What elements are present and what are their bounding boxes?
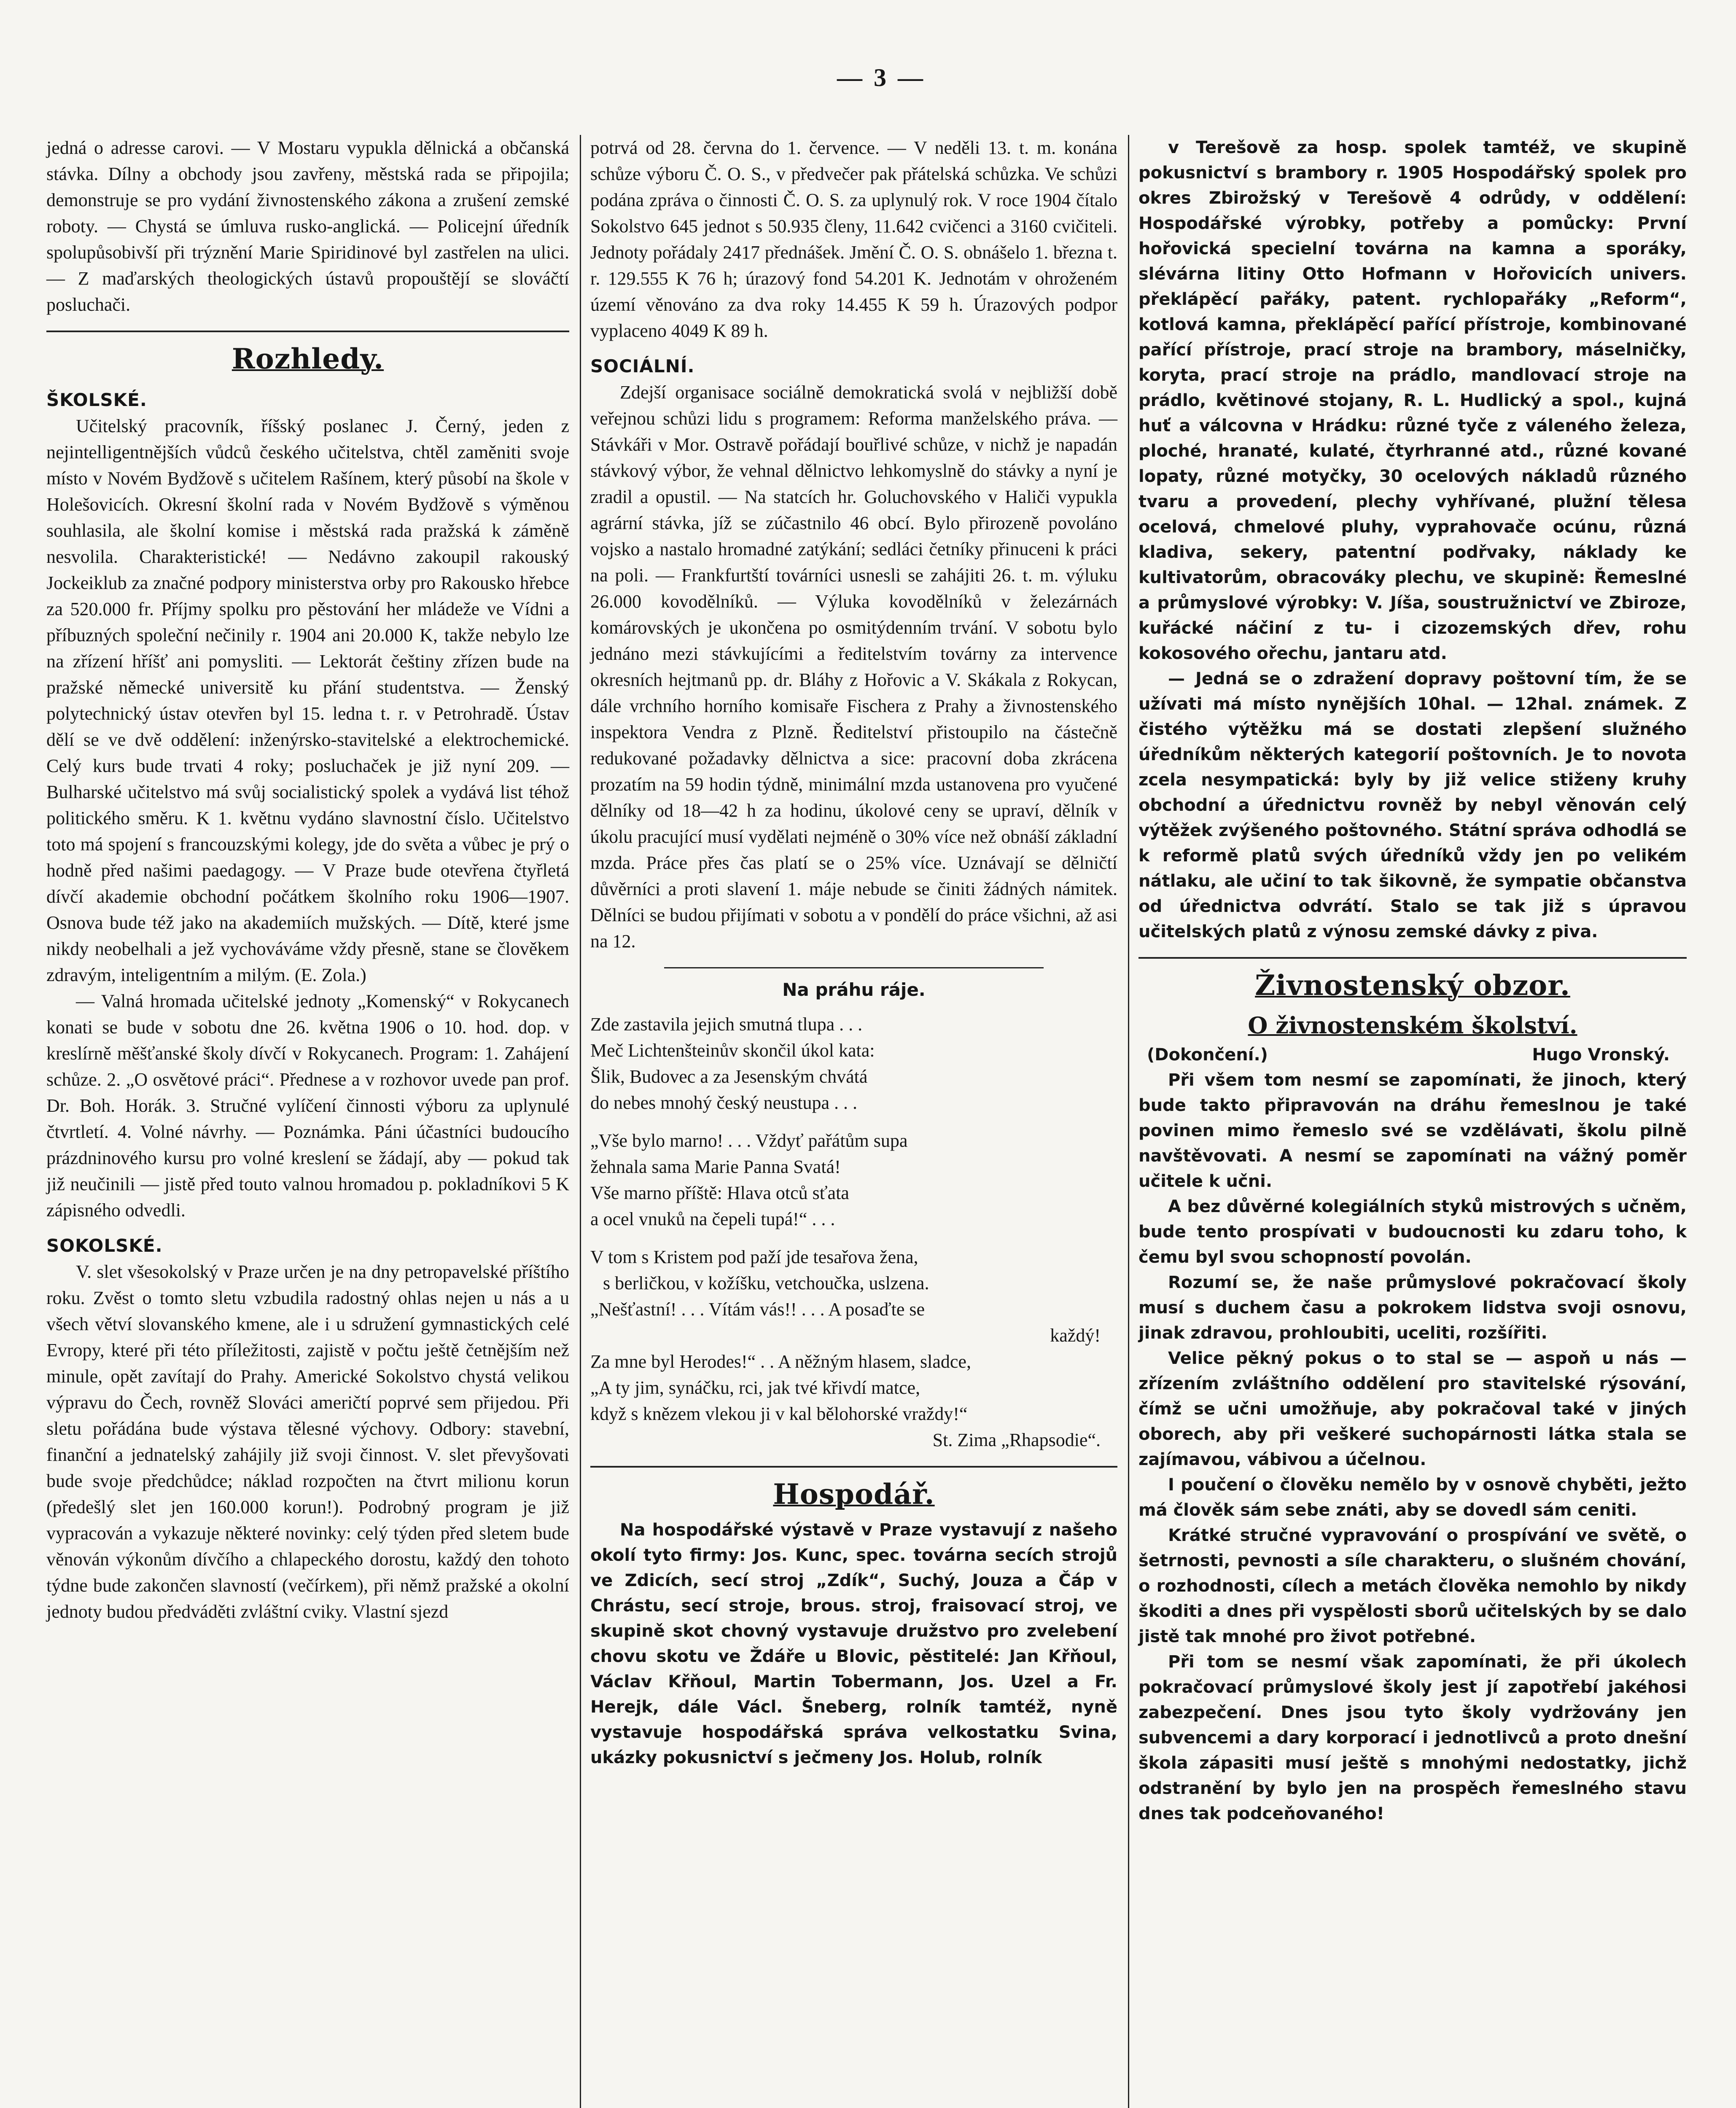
section-heading-zivnostensky-obzor: Živnostenský obzor. (1255, 969, 1570, 1002)
poem-title: Na práhu ráje. (782, 979, 926, 1000)
author-name: Hugo Vronský. (1532, 1045, 1670, 1065)
article-paragraph: I poučení o člověku nemělo by v osnově chyběti, ježto má člověk sám sebe znáti, aby se dovedl sám ceniti. (1138, 1475, 1687, 1520)
poem-line: Meč Lichtenšteinův skončil úkol kata: (590, 1040, 875, 1061)
poem-line: Zde zastavila jejich smutná tlupa . . . (590, 1014, 863, 1035)
section-heading-hospodar: Hospodář. (773, 1478, 935, 1511)
article-paragraph: Učitelský pracovník, říšský poslanec J. Černý, jeden z nejintelligentnějších vůdců českého učitelstva, chtěl zaměniti svoje místo v Novém Bydžově s učitelem Rašínem, který působí na škole v Holešovicích. Okresní školní rada v Novém Bydžově s výměnou souhlasila, ale školní komise i městská rada pražská k záměně nesvolila. Charakteristické! — Nedávno zakoupil rakouský Jockeiklub za značné podpory ministerstva orby pro Rakousko hřebce za 520.000 fr. Příjmy spolku pro pěstování her mládeže ve Vídni a příbuzných společní nečinily r. 1904 ani 20.000 K, takže nebylo lze na zřízení hříšť ani pomysliti. — Lektorát češtiny zřízen bude na pražské německé universitě ku přání studentstva. — Ženský polytechnický ústav otevřen byl 15. ledna t. r. v Petrohradě. Ústav dělí se ve dvě oddělení: inženýrsko-stavitelské a elektrochemické. Celý kurs bude trvati 4 roky; posluchaček je již nyní 209. — Bulharské učitelstvo má svůj socialistický spolek a vydává list téhož politického směru. K 1. květnu vydáno slavnostní číslo. Učitelstvo toto má spojení s francouzskými kolegy, jde do světa a vůbec je prý o hodně před našimi paedagogy. — V Praze bude otevřena čtyřletá dívčí akademie obchodní počátkem školního roku 1906—1907. Osnova bude též jako na akademiích mužských. — Dítě, které jsme nikdy neobelhali a jež vychováváme vždy přesně, stane se člověkem zdravým, inteligentním a milým. (E. Zola.) (46, 416, 569, 985)
poem-stanza (590, 1349, 1117, 1427)
section-heading-rozhledy: Rozhledy. (231, 342, 384, 375)
article-paragraph: — Jedná se o zdražení dopravy poštovní tím, že se užívati má místo nynějších 10hal. — 12hal. známek. Z čistého výtěžku má se dostati zlepšení služného úředníkům některých kategorií poštovních. Je to novota zcela nesympatická: byly by již velice stiženy kruhy obchodní a úřednictvu rovněž by nebyl věnován celý výtěžek zvýšeného poštovného. Státní správa odhodlá se k reformě platů svých úředníků vždy jen po velikém nátlaku, ale učiní to tak šikovně, že sympatie občanstva od úřednictva odvrátí. Stalo se tak již s úpravou učitelských platů z výnosu zemské dávky z piva. (1138, 669, 1687, 941)
article-paragraph: Zdejší organisace sociálně demokratická svolá v nejbližší době veřejnou schůzi lidu s programem: Reforma manželského práva. — Stávkáři v Mor. Ostravě pořádají bouřlivé schůze, v nichž je napadán stávkový výbor, že vehnal dělnictvo lehkomyslně do stávky a nyní je zradil a opustil. — Na statcích hr. Goluchovského v Haliči vypukla agrární stávka, jíž se zúčastnilo 46 obcí. Bylo přirozeně povoláno vojsko a nastalo hromadné zatýkání; sedláci četníky přinuceni k práci na poli. — Frankfurtští továrníci usnesli se zahájiti 26. t. m. výluku 26.000 kovodělníků. — Výluka kovodělníků v železárnách komárovských je ukončena po osmitýdenním trvání. V sobotu bylo jednáno mezi stávkujícími a ředitelstvím továrny za intervence okresních hejtmanů pp. dr. Bláhy z Hořovic a V. Skákala z Rokycan, dále vrchního horního komisaře Fischera z Prahy a živnostenského inspektora Vendra z Plzně. Ředitelství přistoupilo na částečně redukované požadavky dělnictva a sice: pracovní doba zkrácena prozatím na 59 hodin týdně, minimální mzda ustanovena pro vyučené dělníky od 18—42 h za hodinu, úkolové ceny se upraví, dělník v úkolu pracující musí vydělati nejméně o 30% více než obnáší základní mzda. Práce přes čas platí se o 25% více. Uznávají se dělničtí důvěrníci a proti slavení 1. máje nebude se činiti žádných námitek. Dělníci se budou přijímati v sobotu a v pondělí do práce všichni, až asi na 12. (590, 382, 1117, 952)
article-paragraph: — Valná hromada učitelské jednoty „Komenský“ v Rokycanech konati se bude v sobotu dne 26. května 1906 o 10. hod. dop. v kreslírně měšťanské školy dívčí v Rokycanech. Program: 1. Zahájení schůze. 2. „O osvětové práci“. Přednese a v rozhovor uvede pan prof. Dr. Boh. Horák. 3. Stručné vylíčení činnosti výboru za uplynulé čtvrtletí. 4. Volné návrhy. — Poznámka. Páni účastníci budoucího prázdninového kursu pro volné kreslení se žádají, aby — pokud tak již neučinili — jistě před touto valnou hromadou p. pokladníkovi 5 K zápisného odvedli. (46, 991, 569, 1221)
column-2 (590, 135, 1117, 1770)
column-3 (1138, 135, 1687, 1826)
poem-line: Za mne byl Herodes!“ . . A něžným hlasem, sladce, (590, 1351, 971, 1372)
section-divider (46, 331, 569, 332)
article-paragraph: Rozumí se, že naše průmyslové pokračovací školy musí s duchem času a pokrokem lidstva svoji osnovu, jinak zdravou, prohloubiti, uceliti, rozšířiti. (1138, 1273, 1687, 1343)
news-continuation: jedná o adresse carovi. — V Mostaru vypukla dělnická a občanská stávka. Dílny a obchody jsou zavřeny, městská rada se připojila; demonstruje se pro vydání živnostenského zákona a zrušení zemské roboty. — Chystá se úmluva rusko-anglická. — Policejní úředník spolupůsobivší při trýznění Marie Spiridinové byl zastřelen na ulici. — Z maďarských theologických ústavů propouštějí se slováčtí posluchači. (46, 137, 569, 315)
poem-line: s berličkou, v kožíšku, vetchoučka, uslzena. (603, 1273, 929, 1293)
poem-line: „A ty jim, synáčku, rci, jak tvé křivdí matce, (590, 1377, 920, 1398)
article-paragraph: Krátké stručné vypravování o prospívání ve světě, o šetrnosti, pevnosti a síle charakteru, o slušném chování, o rozhodnosti, cílech a metách člověka nemohlo by nikdy škoditi a dnes při vyspělosti sborů učitelských by se dalo jistě tak mnohé pro život potřebné. (1138, 1526, 1687, 1646)
article-title: O živnostenském školství. (1248, 1012, 1577, 1039)
article-paragraph: A bez důvěrné kolegiálních styků mistrových s učněm, bude tento prospívati v budoucnosti ku zdaru toho, k čemu byl svou schopností povolán. (1138, 1197, 1687, 1267)
column-1 (46, 135, 569, 1625)
section-divider (664, 967, 1044, 968)
continuation-note: (Dokončení.) (1147, 1045, 1268, 1065)
poem-line: každý! (1050, 1325, 1101, 1346)
poem-stanza (590, 1011, 1117, 1116)
article-byline (1138, 1042, 1687, 1067)
section-divider (1138, 957, 1687, 959)
article-paragraph: Velice pěkný pokus o to stal se — aspoň u nás — zřízením zvláštního oddělení pro stavitelské rýsování, čímž se učni umožňuje, aby pokračoval také v jiných oborech, aby při veškeré suchopárnosti látka stala se zajímavou, vábivou a účelnou. (1138, 1349, 1687, 1469)
article-paragraph: V. slet všesokolský v Praze určen je na dny petropavelské příštího roku. Zvěst o tomto sletu vzbudila radostný ohlas nejen u nás a u všech větví slovanského kmene, ale i u sdružení gymnastických celé Evropy, které při této příležitosti, zajistě v počtu ještě četnějším než minule, opět zavítají do Prahy. Americké Sokolstvo chystá velikou výpravu do Čech, rovněž Slováci američtí poprvé sem přijedou. Při sletu pořádána bude výstava tělesné výchovy. Odbory: stavební, finanční a jednatelský zahájily již svoji činnost. V. slet převyšovati bude svoje předchůdce; náklad rozpočten na čtvrt milionu korun (předešlý slet jen 160.000 korun!). Podrobný program je již vypracován a vykazuje některé novinky: celý týden před sletem bude věnován výkonům dívčího a chlapeckého dorostu, každý den tohoto týdne bude zakončen slavností (večírkem), při němž pražské a okolní jednoty budou předváděti zvláštní cviky. Vlastní sjezd (46, 1261, 569, 1622)
poem-stanza (590, 1244, 1117, 1349)
subsection-label-school: ŠKOLSKÉ. (46, 390, 147, 410)
column-divider (580, 135, 581, 2108)
subsection-label-sokol: SOKOLSKÉ. (46, 1235, 163, 1256)
poem-line: Vše marno příště: Hlava otců sťata (590, 1183, 849, 1203)
article-continuation: potrvá od 28. června do 1. července. — V neděli 13. t. m. konána schůze výboru Č. O. S., v předvečer pak přátelská schůzka. Ve schůzi podána zpráva o činnosti Č. O. S. za uplynulý rok. V roce 1904 čítalo Sokolstvo 645 jednot s 50.935 členy, 11.642 cvičenci a 3160 cvičiteli. Jednoty pořádaly 2417 přednášek. Jmění Č. O. S. obnášelo 1. března t. r. 129.555 K 76 h; úrazový fond 54.201 K. Jednotám v ohroženém území věnováno za dva roky 14.455 K 59 h. Úrazových podpor vyplaceno 4049 K 89 h. (590, 137, 1117, 341)
page-number: — 3 — (837, 64, 926, 91)
poem-line: žehnala sama Marie Panna Svatá! (590, 1156, 841, 1177)
article-paragraph: Při tom se nesmí však zapomínati, že při úkolech pokračovací průmyslové školy jest jí zapotřebí jakéhosi zabezpečení. Dnes jsou tyto školy vydržovány jen subvencemi a dary korporací i jednotlivců a proto dnešní škola zápasiti musí ještě s mnohými nedostatky, jichž odstranění by bylo jen na prospěch řemeslného stavu dnes tak podceňovaného! (1138, 1652, 1687, 1823)
poem-signature: St. Zima „Rhapsodie“. (932, 1430, 1101, 1450)
poem-line: „Vše bylo marno! . . . Vždyť pařátům supa (590, 1130, 908, 1151)
poem-line: V tom s Kristem pod paží jde tesařova žena, (590, 1247, 918, 1267)
poem-line: Šlik, Budovec a za Jesenským chvátá (590, 1066, 868, 1087)
article-paragraph: Při všem tom nesmí se zapomínati, že jinoch, který bude takto připravován na dráhu řemeslnou je také povinen mimo řemeslo své se vzdělávati, školu pilně navštěvovati. A nesmí se zapomínati na vážný poměr učitele k učni. (1138, 1070, 1687, 1191)
poem-line: do nebes mnohý český neustupa . . . (590, 1092, 857, 1113)
poem-line: když s knězem vlekou ji v kal bělohorské vraždy!“ (590, 1404, 968, 1424)
poem-stanza (590, 1128, 1117, 1232)
column-divider (1128, 135, 1129, 2108)
section-divider (590, 1466, 1117, 1468)
poem-line: a ocel vnuků na čepeli tupá!“ . . . (590, 1209, 835, 1229)
article-continuation: v Terešově za hosp. spolek tamtéž, ve skupině pokusnictví s brambory r. 1905 Hospodářský spolek pro okres Zbirožský v Terešově 4 odrůdy, v oddělení: Hospodářské výrobky, potřeby a pomůcky: První hořovická specielní továrna na kamna a sporáky, slévárna litiny Otto Hofmann v Hořovicích univers. překlápěcí pařáky, patent. rychlopařáky „Reform“, kotlová kamna, překlápěcí pařící přístroje, kombinované pařící přístroje, prací stroje na brambory, máselničky, koryta, prací stroje na prádlo, mandlovací stroje na prádlo, květinové stojany, R. L. Hudlický a spol., kujná huť a válcovna v Hrádku: různé tyče z váleného železa, ploché, hranaté, kulaté, čtyrhranné atd., různé kované lopaty, různé motyčky, 30 ocelových nákladů různého tvaru a provedení, plechy vyhřívané, plužní tělesa ocelová, chmelové pluhy, vyprahovače ocúnu, různá kladiva, sekery, patentní podřvaky, náklady ke kultivatorům, obracováky plechu, ve skupině: Řemeslné a průmyslové výrobky: V. Jíša, soustružnictví ve Zbiroze, kuřácké náčiní z tu- i cizozemských dřev, rohu kokosového ořechu, jantaru atd. (1138, 138, 1687, 663)
subsection-label-social: SOCIÁLNÍ. (590, 356, 695, 376)
article-paragraph: Na hospodářské výstavě v Praze vystavují z našeho okolí tyto firmy: Jos. Kunc, spec. továrna secích strojů ve Zdicích, secí stroj „Zdík“, Suchý, Jouza a Čáp v Chrástu, secí stroje, brous. stroj, fraisovací stroj, ve skupině skot chovný vystavuje družstvo pro zvelebení chovu skotu ve Ždáře u Blovic, pěstitelé: Jan Křňoul, Václav Křňoul, Martin Tobermann, Jos. Uzel a Fr. Herejk, dále Václ. Šneberg, rolník tamtéž, nyně vystavuje hospodářská správa velkostatku Svina, ukázky pokusnictví s ječmeny Jos. Holub, rolník (590, 1520, 1117, 1767)
poem-line: „Nešťastní! . . . Vítám vás!! . . . A posaďte se (590, 1299, 925, 1320)
